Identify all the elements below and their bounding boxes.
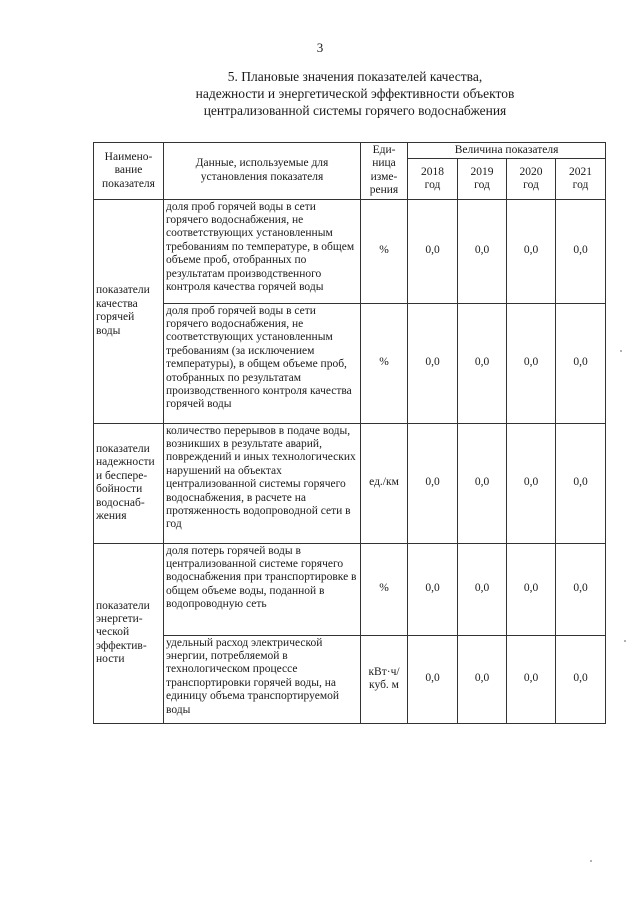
table-row [94, 303, 606, 423]
table-row [94, 635, 606, 723]
group-energy-efficiency: показатели энергети- ческой эффектив- ности [94, 543, 164, 723]
value-2019: 0,0 [458, 199, 507, 303]
header-year-2021: 2021 год [556, 159, 606, 199]
scan-speck [620, 350, 622, 352]
value-2018: 0,0 [408, 199, 458, 303]
value-2021: 0,0 [556, 423, 606, 543]
value-2021: 0,0 [556, 199, 606, 303]
row-unit: ед./км [361, 423, 408, 543]
value-2019: 0,0 [458, 303, 507, 423]
row-unit: % [361, 199, 408, 303]
row-description: количество перерывов в подаче воды, возникших в результате аварий, повреждений и иных технологических нарушений на объектах централизованной системы горячего водоснабжения, в расчете на протяженность водопроводной сети в год [164, 423, 361, 543]
header-year-2019: 2019 год [458, 159, 507, 199]
group-quality: показатели качества горячей воды [94, 199, 164, 423]
title-line: централизованной системы горячего водоснабжения [203, 103, 507, 118]
row-unit: % [361, 303, 408, 423]
group-reliability: показатели надежности и беспере- бойности водоснаб- жения [94, 423, 164, 543]
header-value: Величина показателя [408, 143, 606, 159]
table-row [94, 543, 606, 635]
value-2018: 0,0 [408, 543, 458, 635]
row-description: удельный расход электрической энергии, потребляемой в технологическом процессе транспортировки горячей воды, на единицу объема транспортируемой воды [164, 635, 361, 723]
value-2019: 0,0 [458, 543, 507, 635]
indicators-table [93, 142, 606, 724]
value-2018: 0,0 [408, 303, 458, 423]
value-2018: 0,0 [408, 635, 458, 723]
value-2019: 0,0 [458, 635, 507, 723]
value-2021: 0,0 [556, 635, 606, 723]
value-2020: 0,0 [507, 543, 556, 635]
value-2018: 0,0 [408, 423, 458, 543]
table-row [94, 423, 606, 543]
scan-speck [590, 860, 592, 862]
row-description: доля проб горячей воды в сети горячего водоснабжения, не соответствующих установленным требованиям по температуре, в общем объеме проб, отобранных по результатам производственного контроля качества горячей воды [164, 199, 361, 303]
header-year-2020: 2020 год [507, 159, 556, 199]
row-description: доля проб горячей воды в сети горячего водоснабжения, не соответствующих установленным требованиям (за исключением температуры), в общем объеме проб, отобранных по результатам производственного контроля качества горячей воды [164, 303, 361, 423]
header-year-2018: 2018 год [408, 159, 458, 199]
row-unit: % [361, 543, 408, 635]
document-title [120, 68, 590, 119]
header-name: Наимено- вание показателя [94, 143, 164, 200]
title-line: 5. Плановые значения показателей качества, [227, 69, 483, 84]
row-description: доля потерь горячей воды в централизованной системе горячего водоснабжения при транспортировке в общем объеме воды, поданной в водопроводную сеть [164, 543, 361, 635]
value-2020: 0,0 [507, 303, 556, 423]
value-2020: 0,0 [507, 423, 556, 543]
header-unit: Еди- ница изме- рения [361, 143, 408, 200]
value-2021: 0,0 [556, 303, 606, 423]
row-unit: кВт·ч/ куб. м [361, 635, 408, 723]
value-2021: 0,0 [556, 543, 606, 635]
page-number: 3 [316, 40, 324, 55]
scan-speck [624, 640, 626, 642]
value-2020: 0,0 [507, 199, 556, 303]
value-2019: 0,0 [458, 423, 507, 543]
header-data: Данные, используемые для установления показателя [164, 143, 361, 200]
table-row [94, 199, 606, 303]
value-2020: 0,0 [507, 635, 556, 723]
title-line: надежности и энергетической эффективности объектов [195, 86, 515, 101]
